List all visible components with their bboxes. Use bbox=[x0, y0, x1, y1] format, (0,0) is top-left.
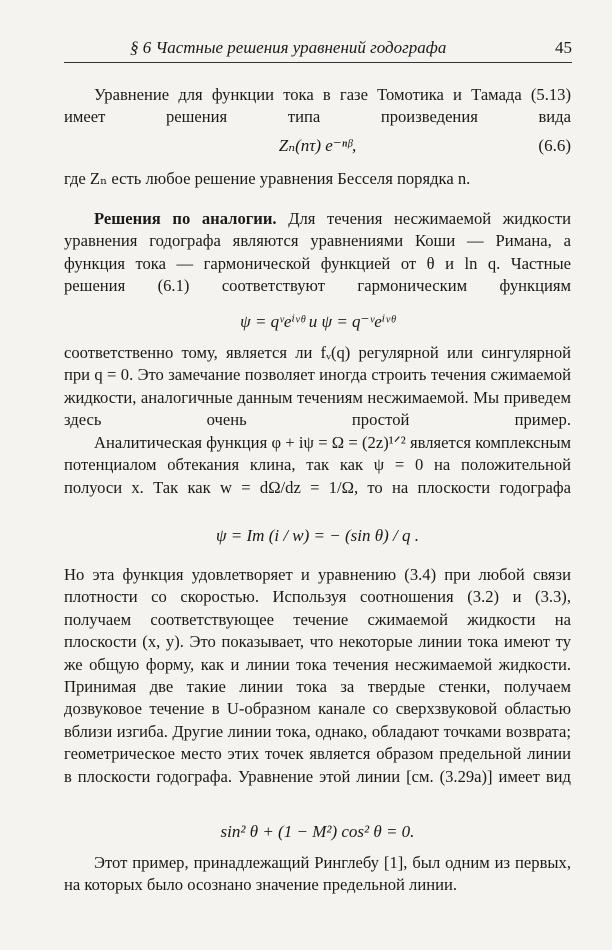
equation-number: (6.6) bbox=[538, 136, 571, 155]
header-title: § 6 Частные решения уравнений годографа bbox=[130, 38, 447, 57]
running-header bbox=[64, 38, 572, 63]
paragraph-2: где Zₙ есть любое решение уравнения Бесселя порядка n. bbox=[64, 169, 471, 188]
formula-limit-line: sin² θ + (1 − M²) cos² θ = 0. bbox=[220, 822, 415, 841]
paragraph-6: Но эта функция удовлетворяет и уравнению (3.4) при любой связи плотности со скоростью. Используя соотношения (3.2) и (3.3), получаем соответствующее течение сжимаемой жидкости на плоскости (x, y). Это показывает, что некоторые линии тока имеют ту же общую форму, как и линии тока течения несжимаемой жидкости. Принимая две такие линии тока за твердые стенки, получаем дозвуковое течение в U-образном канале со сверхзвуковой областью вблизи изгиба. Другие линии тока, однако, обладают точками возврата; геометрическое место этих точек является образом предельной линии в плоскости годографа. Уравнение этой линии [см. (3.29а)] имеет вид bbox=[64, 565, 571, 786]
paragraph-1: Уравнение для функции тока в газе Томотика и Тамада (5.13) имеет решения типа произведения вида bbox=[64, 85, 571, 127]
paragraph-5: Аналитическая функция φ + iψ = Ω = (2z)¹ᐟ² является комплексным потенциалом обтекания клина, так как ψ = 0 на положительной полуоси x. Так как w = dΩ/dz = 1/Ω, то на плоскости годографа bbox=[64, 433, 571, 497]
paragraph-7: Этот пример, принадлежащий Ринглебу [1], был одним из первых, на которых было осознано значение предельной линии. bbox=[64, 853, 571, 895]
paragraph-4: соответственно тому, является ли fᵥ(q) регулярной или сингулярной при q = 0. Это замечание позволяет иногда строить течения сжимаемой жидкости, аналогичные данным течениям несжимаемой. Мы приведем здесь очень простой пример. bbox=[64, 343, 571, 430]
formula-6-6-expression: Zₙ(nτ) e⁻ⁿᵝ, bbox=[278, 136, 357, 155]
paragraph-analogy-text: Для течения несжимаемой жидкости уравнения годографа являются уравнениями Коши — Римана, а функция тока — гармонической функцией от θ и ln q. Частные решения (6.1) соответствуют гармоническим функциям bbox=[64, 209, 571, 296]
section-lead: Решения по аналогии. bbox=[94, 209, 277, 228]
page-number: 45 bbox=[555, 38, 572, 57]
formula-6-6 bbox=[64, 136, 571, 156]
formula-harmonic: ψ = qᵛeⁱᵛᶿ и ψ = q⁻ᵛeⁱᵛᶿ bbox=[240, 312, 395, 331]
formula-stream-function: ψ = Im (i / w) = − (sin θ) / q . bbox=[215, 526, 419, 545]
paragraph-analogy bbox=[64, 208, 571, 298]
